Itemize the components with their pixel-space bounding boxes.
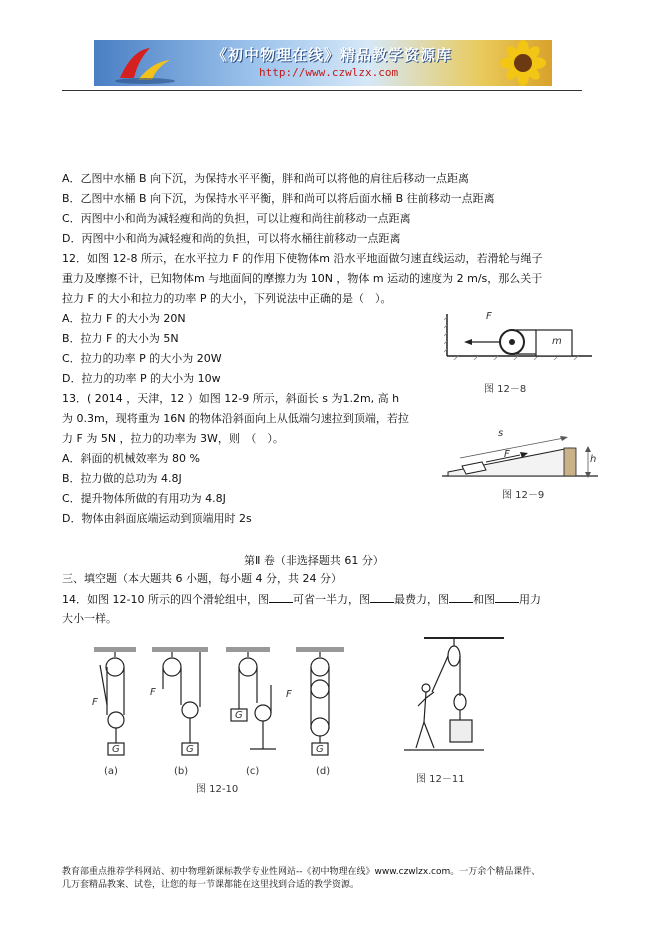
banner-title: 《初中物理在线》精品教学资源库 <box>212 46 453 64</box>
q14-text-4: 和图 <box>472 593 495 606</box>
q11-option-b: B．乙图中水桶 B 向下沉，为保持水平平衡，胖和尚可以将后面水桶 B 往前移动一点距离 <box>62 192 495 205</box>
figure-12-9 <box>440 428 600 480</box>
figure-12-11 <box>404 636 514 761</box>
part2-title: 第Ⅱ 卷（非选择题共 61 分） <box>244 554 384 567</box>
banner-url[interactable]: http://www.czwlzx.com <box>259 66 399 79</box>
fig-12-10-force-d: F <box>286 689 292 700</box>
fig-12-8-mass-label: m <box>552 336 562 347</box>
fig-12-10-force-b: F <box>150 687 156 698</box>
q11-option-d: D．丙图中小和尚为减轻瘦和尚的负担，可以将水桶往前移动一点距离 <box>62 232 401 245</box>
fig-12-11-caption: 图 12－11 <box>416 774 465 785</box>
figure-12-10 <box>88 645 358 775</box>
q13-option-a: A．斜面的机械效率为 80 % <box>62 452 200 465</box>
fig-12-10-sublabel-a: (a) <box>104 766 118 777</box>
q14-text-2: 可省一半力，图 <box>292 593 370 606</box>
q14-blank-2[interactable] <box>370 592 394 603</box>
q13-stem-line3: 力 F 为 5N ，拉力的功率为 3W，则 （ ）。 <box>62 432 284 445</box>
q12-option-a: A．拉力 F 的大小为 20N <box>62 312 186 325</box>
q14-text-3: 最费力，图 <box>393 593 449 606</box>
fig-12-10-weight-c: G <box>235 710 243 721</box>
q12-stem-line2: 重力及摩擦不计，已知物体m 与地面间的摩擦力为 10N ，物体 m 运动的速度为 2 m/s，那么关于 <box>62 272 543 285</box>
fig-12-10-weight-a: G <box>112 744 120 755</box>
q12-stem-line3: 拉力 F 的大小和拉力的功率 P 的大小，下列说法中正确的是（ ）。 <box>62 292 392 305</box>
sunflower-icon <box>494 40 552 86</box>
q14-text-5: 用力 <box>518 593 541 606</box>
header-rule <box>62 90 582 91</box>
fig-12-10-weight-d: G <box>316 744 324 755</box>
q14-text-1: 14．如图 12-10 所示的四个滑轮组中，图 <box>62 593 269 606</box>
fig-12-8-caption: 图 12－8 <box>484 384 527 395</box>
fig-12-10-sublabel-b: (b) <box>174 766 189 777</box>
q14-blank-1[interactable] <box>269 592 293 603</box>
q14-stem-line1 <box>62 592 541 607</box>
q11-option-c: C．丙图中小和尚为减轻瘦和尚的负担，可以让瘦和尚往前移动一点距离 <box>62 212 411 225</box>
fig-12-9-caption: 图 12－9 <box>502 490 545 501</box>
fig-12-9-force-label: F <box>504 449 510 460</box>
fig-12-10-caption: 图 12-10 <box>196 784 239 795</box>
q12-option-d: D．拉力的功率 P 的大小为 10w <box>62 372 221 385</box>
q12-option-c: C．拉力的功率 P 的大小为 20W <box>62 352 222 365</box>
q14-blank-3[interactable] <box>449 592 473 603</box>
q13-option-c: C．提升物体所做的有用功为 4.8J <box>62 492 226 505</box>
fig-12-10-sublabel-d: (d) <box>316 766 331 777</box>
q14-blank-4[interactable] <box>495 592 519 603</box>
fig-12-9-height-label: h <box>590 454 597 465</box>
q11-option-a: A．乙图中水桶 B 向下沉，为保持水平平衡，胖和尚可以将他的肩往后移动一点距离 <box>62 172 470 185</box>
header-banner <box>94 40 552 86</box>
q12-stem-line1: 12．如图 12-8 所示，在水平拉力 F 的作用下使物体m 沿水平地面做匀速直线运动，若滑轮与绳子 <box>62 252 543 265</box>
q13-option-b: B．拉力做的总功为 4.8J <box>62 472 182 485</box>
logo-icon <box>100 44 190 84</box>
footer-line1: 教育部重点推荐学科网站、初中物理新课标教学专业性网站--《初中物理在线》www.czwlzx.com。一万余个精品课件、 <box>62 867 541 877</box>
fig-12-10-weight-b: G <box>186 744 194 755</box>
fig-12-10-force-a: F <box>92 697 98 708</box>
fig-12-9-length-label: s <box>498 428 504 439</box>
figure-12-8 <box>444 312 594 362</box>
q14-stem-line2: 大小一样。 <box>62 612 117 625</box>
q12-option-b: B．拉力 F 的大小为 5N <box>62 332 179 345</box>
q13-option-d: D．物体由斜面底端运动到顶端用时 2s <box>62 512 252 525</box>
q13-stem-line2: 为 0.3m，现将重为 16N 的物体沿斜面向上从低端匀速拉到顶端，若拉 <box>62 412 409 425</box>
q13-stem-line1: 13．( 2014 ，天津，12 ）如图 12-9 所示，斜面长 s 为1.2m, 高 h <box>62 392 400 405</box>
footer-line2: 几万套精品教案、试卷，让您的每一节课都能在这里找到合适的教学资源。 <box>62 880 360 890</box>
fig-12-10-sublabel-c: (c) <box>246 766 260 777</box>
section3-title: 三、填空题（本大题共 6 小题，每小题 4 分，共 24 分） <box>62 572 342 585</box>
fig-12-8-force-label: F <box>486 311 492 322</box>
